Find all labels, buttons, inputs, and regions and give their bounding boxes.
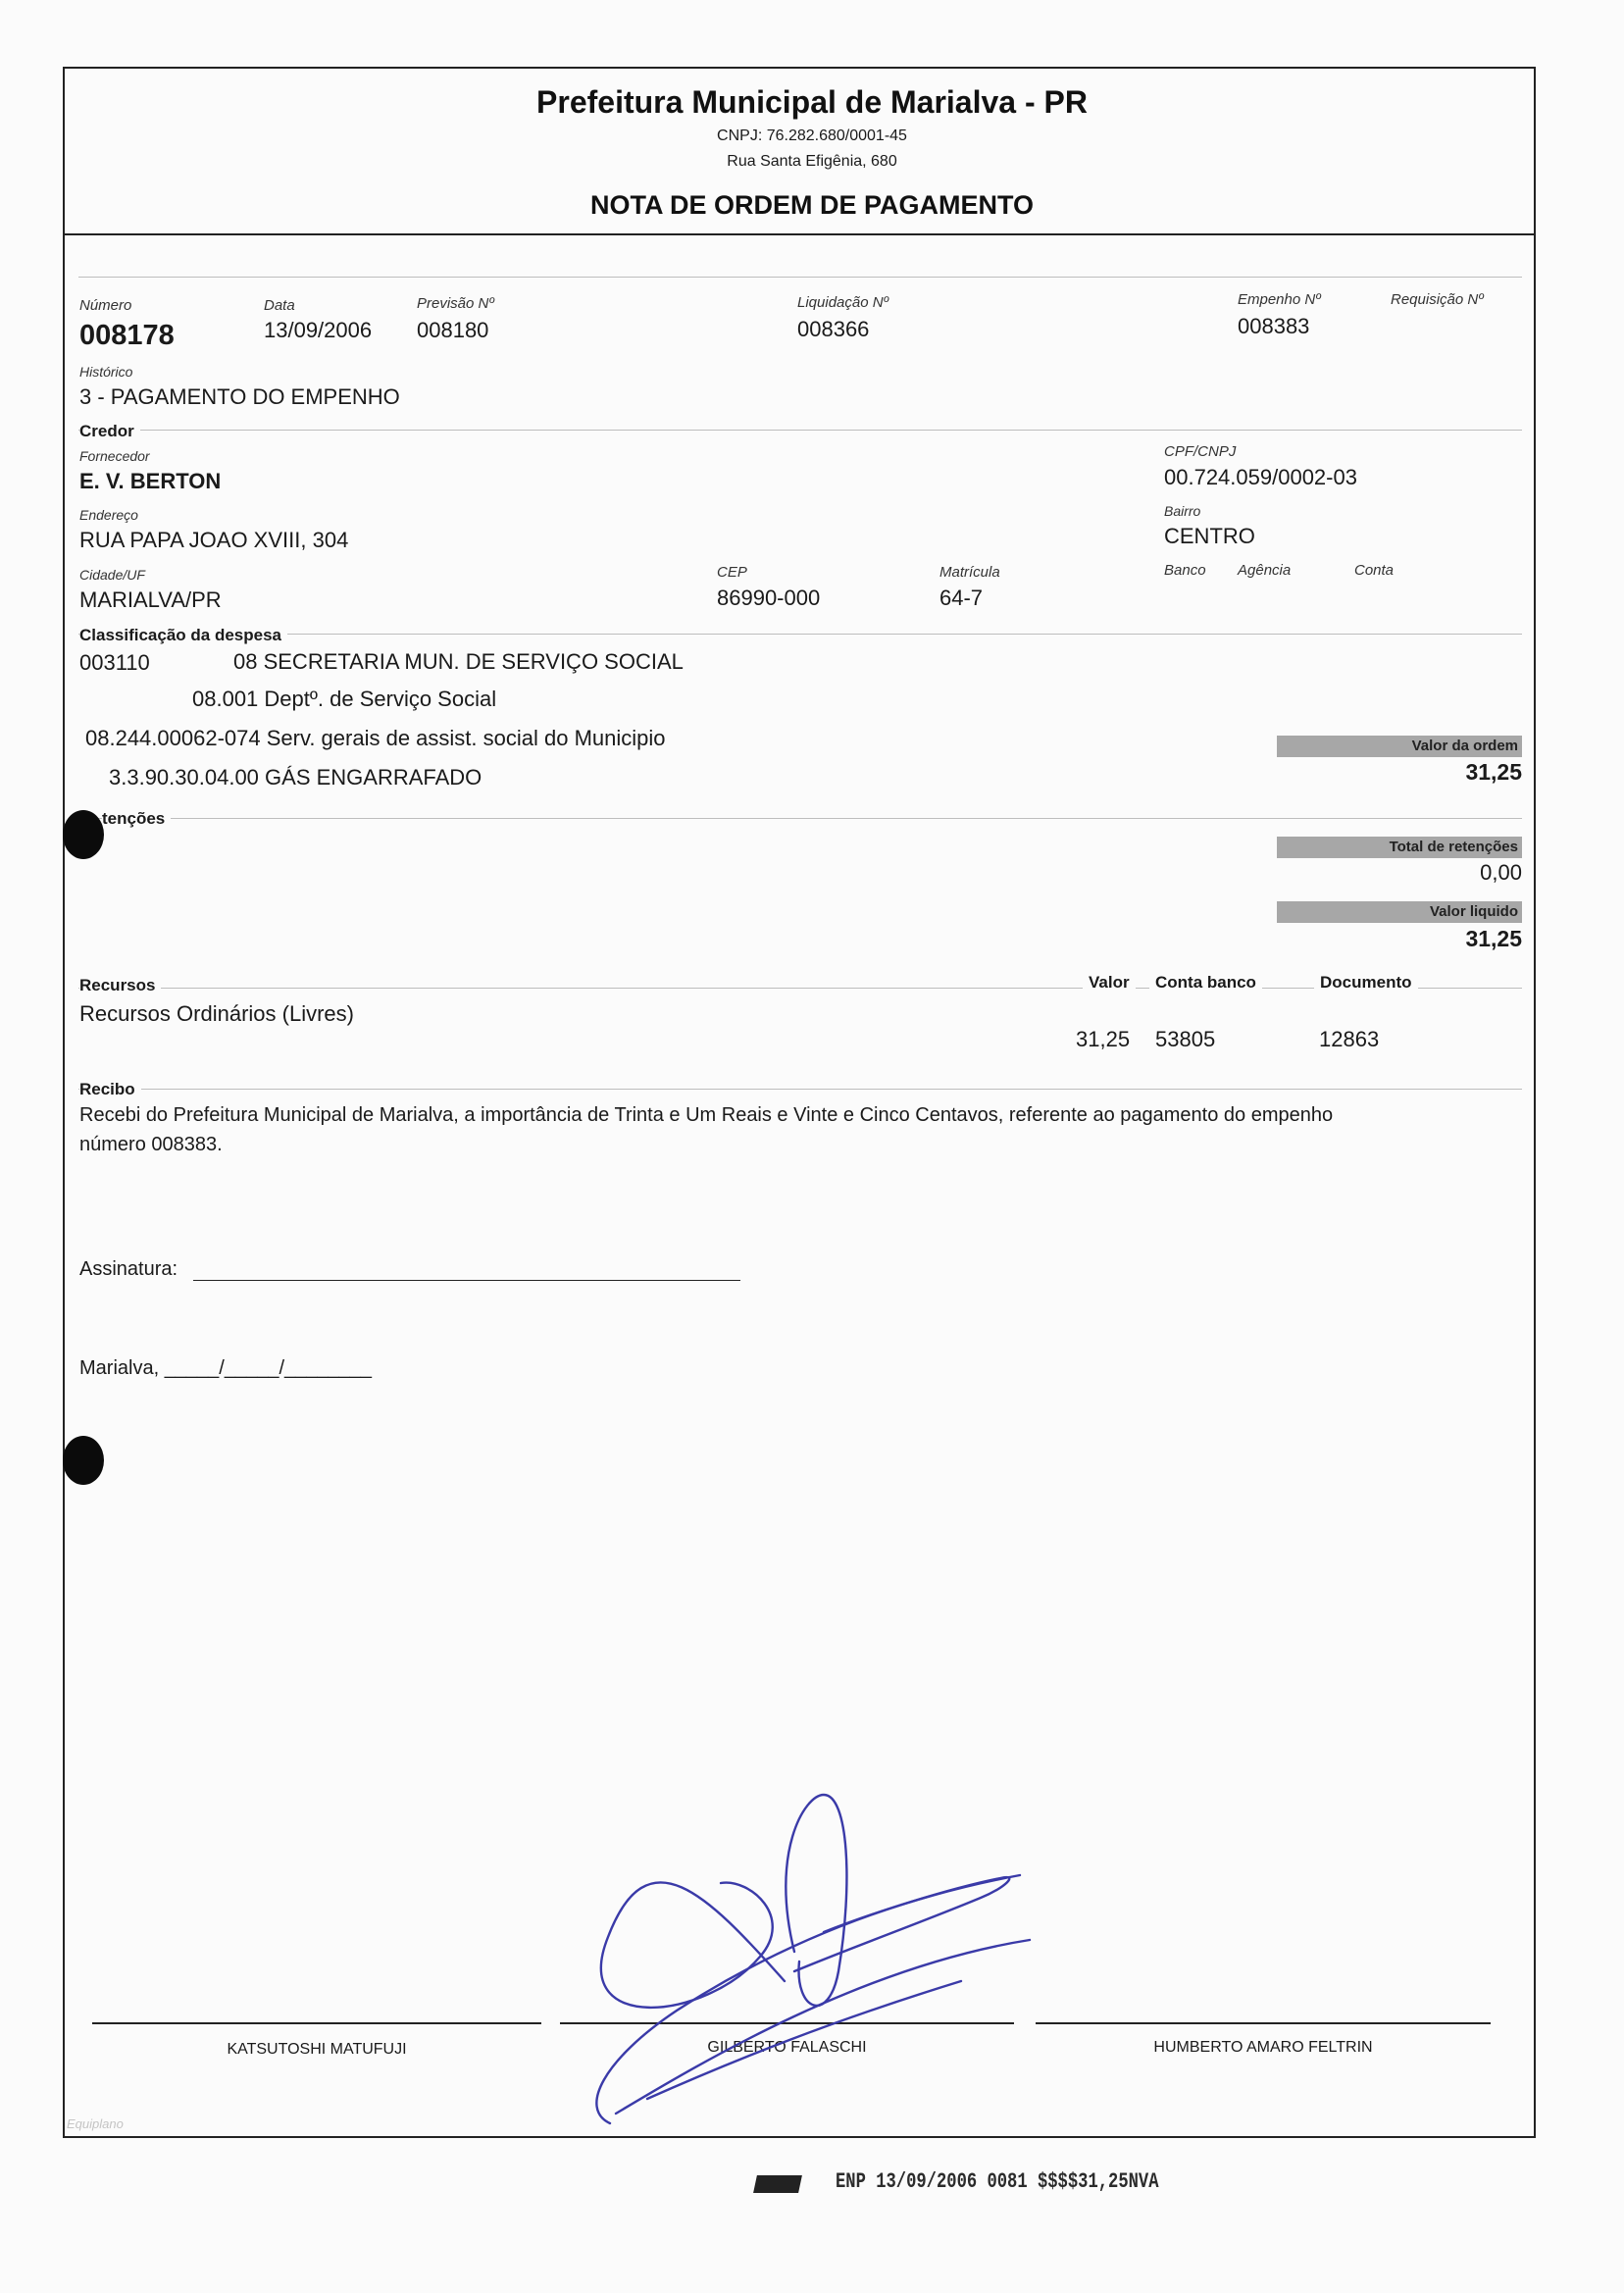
recursos-documento-label: Documento — [1314, 973, 1418, 993]
fornecedor-label: Fornecedor — [79, 448, 150, 464]
numero-value: 008178 — [79, 320, 175, 351]
empenho-value: 008383 — [1238, 314, 1310, 338]
credor-section-label: Credor — [79, 422, 140, 441]
valor-ordem-label: Valor da ordem — [1277, 736, 1522, 757]
page-title: Prefeitura Municipal de Marialva - PR — [536, 84, 1088, 120]
bairro-value: CENTRO — [1164, 524, 1255, 548]
cep-value: 86990-000 — [717, 586, 821, 610]
agencia-label: Agência — [1238, 562, 1292, 579]
signature-line-1 — [92, 2022, 541, 2024]
liquidacao-value: 008366 — [797, 317, 870, 341]
bank-stamp: ENP 13/09/2006 0081 $$$$31,25NVA — [836, 2169, 1159, 2194]
matricula-value: 64-7 — [939, 586, 984, 610]
data-value: 13/09/2006 — [264, 318, 373, 342]
valor-liquido-value: 31,25 — [1465, 926, 1522, 951]
local-data-label: Marialva, _____/_____/________ — [79, 1357, 373, 1379]
classificacao-section-label: Classificação da despesa — [79, 626, 287, 645]
total-retencoes-label: Total de retenções — [1277, 837, 1522, 858]
total-retencoes-value: 0,00 — [1480, 860, 1522, 885]
recursos-divider — [78, 988, 1522, 989]
header-divider — [65, 233, 1534, 235]
recibo-text-line2: número 008383. — [79, 1134, 223, 1155]
classificacao-line2: 08.001 Deptº. de Serviço Social — [192, 687, 497, 711]
classificacao-line3: 08.244.00062-074 Serv. gerais de assist. social do Municipio — [85, 726, 666, 750]
bank-stamp-logo — [753, 2175, 802, 2193]
recursos-item: Recursos Ordinários (Livres) — [79, 1001, 354, 1026]
previsao-value: 008180 — [417, 318, 489, 342]
recursos-valor-label: Valor — [1083, 973, 1136, 993]
retencoes-divider — [78, 818, 1522, 819]
punch-hole-bottom — [63, 1436, 104, 1485]
classificacao-divider — [78, 634, 1522, 635]
divider-top — [78, 277, 1522, 278]
classificacao-code: 003110 — [79, 650, 150, 675]
credor-divider — [78, 430, 1522, 431]
liquidacao-label: Liquidação Nº — [797, 294, 889, 311]
valor-liquido-label: Valor liquido — [1277, 901, 1522, 923]
cidade-label: Cidade/UF — [79, 567, 145, 583]
endereco-label: Endereço — [79, 507, 138, 523]
assinatura-line — [193, 1280, 740, 1281]
cep-label: CEP — [717, 564, 747, 581]
cidade-value: MARIALVA/PR — [79, 587, 222, 612]
historico-value: 3 - PAGAMENTO DO EMPENHO — [79, 384, 400, 409]
signature-name-3: HUMBERTO AMARO FELTRIN — [1153, 2039, 1373, 2056]
cpf-value: 00.724.059/0002-03 — [1164, 465, 1357, 489]
valor-ordem-value: 31,25 — [1465, 759, 1522, 785]
fornecedor-value: E. V. BERTON — [79, 469, 222, 493]
document-title: NOTA DE ORDEM DE PAGAMENTO — [589, 190, 1034, 220]
recursos-conta-label: Conta banco — [1149, 973, 1262, 993]
recursos-documento: 12863 — [1319, 1027, 1380, 1051]
banco-label: Banco — [1164, 562, 1206, 579]
conta-label: Conta — [1354, 562, 1395, 579]
recursos-conta: 53805 — [1155, 1027, 1216, 1051]
classificacao-line4: 3.3.90.30.04.00 GÁS ENGARRAFADO — [109, 765, 482, 790]
punch-hole-top — [63, 810, 104, 859]
signature-name-1: KATSUTOSHI MATUFUJI — [227, 2041, 407, 2058]
cpf-label: CPF/CNPJ — [1164, 443, 1237, 460]
handwritten-signature — [559, 1775, 1049, 2128]
empenho-label: Empenho Nº — [1238, 291, 1321, 308]
signature-name-2: GILBERTO FALASCHI — [707, 2039, 867, 2056]
software-brand: Equiplano — [67, 2116, 124, 2131]
endereco-value: RUA PAPA JOAO XVIII, 304 — [79, 528, 349, 552]
requisicao-label: Requisição Nº — [1391, 291, 1484, 308]
recursos-section-label: Recursos — [79, 976, 161, 995]
signature-line-3 — [1036, 2022, 1491, 2024]
historico-label: Histórico — [79, 364, 133, 380]
recibo-section-label: Recibo — [79, 1080, 141, 1099]
cnpj-text: CNPJ: 76.282.680/0001-45 — [717, 127, 907, 144]
data-label: Data — [264, 297, 295, 314]
classificacao-line1: 08 SECRETARIA MUN. DE SERVIÇO SOCIAL — [233, 649, 684, 674]
recibo-text-line1: Recebi do Prefeitura Municipal de Marialva, a importância de Trinta e Um Reais e Vinte e Cinco Centavos, referente ao pagamento do empenho — [79, 1104, 1334, 1126]
previsao-label: Previsão Nº — [417, 295, 494, 312]
recibo-divider — [78, 1089, 1522, 1090]
matricula-label: Matrícula — [939, 564, 1000, 581]
bairro-label: Bairro — [1164, 503, 1201, 519]
retencoes-section-label: tenções — [102, 809, 171, 829]
assinatura-label: Assinatura: — [79, 1258, 178, 1280]
numero-label: Número — [79, 297, 132, 314]
recursos-valor: 31,25 — [1076, 1027, 1131, 1051]
address-text: Rua Santa Efigênia, 680 — [727, 153, 897, 170]
